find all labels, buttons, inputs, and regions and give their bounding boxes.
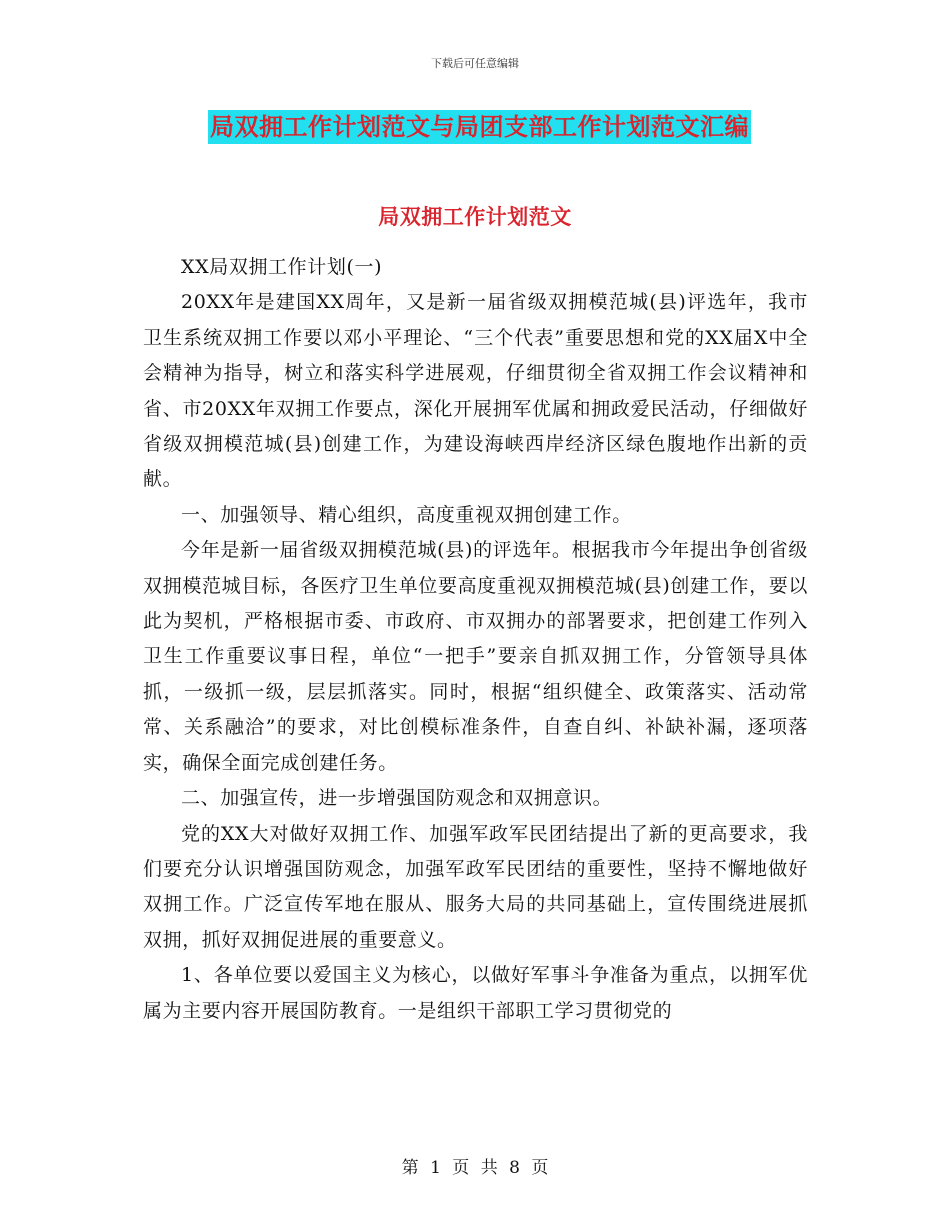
paragraph-heading: 一、加强领导、精心组织，高度重视双拥创建工作。 <box>181 503 632 526</box>
paragraph: 20XX年是建国XX周年，又是新一届省级双拥模范城(县)评选年，我市卫生系统双拥工作要以邓小平理论、“三个代表”重要思想和党的XX届X中全会精神为指导，树立和落实科学进展观，仔细贯彻全省双拥工作会议精神和省、市20XX年双拥工作要点，深化开展拥军优属和拥政爱民活动，仔细做好省级双拥模范城(县)创建工作，为建设海峡西岸经济区绿色腹地作出新的贡献。 <box>143 291 808 491</box>
paragraph: 党的XX大对做好双拥工作、加强军政军民团结提出了新的更高要求，我们要充分认识增强国防观念，加强军政军民团结的重要性，坚持不懈地做好双拥工作。广泛宣传军地在服从、服务大局的共同基础上，宣传围绕进展抓双拥，抓好双拥促进展的重要意义。 <box>143 822 808 951</box>
document-main-title: 局双拥工作计划范文与局团支部工作计划范文汇编 <box>208 110 751 144</box>
paragraph: 今年是新一届省级双拥模范城(县)的评选年。根据我市今年提出争创省级双拥模范城目标，各医疗卫生单位要高度重视双拥模范城(县)创建工作，要以此为契机，严格根据市委、市政府、市双拥办的部署要求，把创建工作列入卫生工作重要议事日程，单位“一把手”要亲自抓双拥工作，分管领导具体抓，一级抓一级，层层抓落实。同时，根据“组织健全、政策落实、活动常常、关系融洽”的要求，对比创模标准条件，自查自纠、补缺补漏，逐项落实，确保全面完成创建任务。 <box>143 539 808 774</box>
paragraph: 1、各单位要以爱国主义为核心，以做好军事斗争准备为重点，以拥军优属为主要内容开展国防教育。一是组织干部职工学习贯彻党的 <box>143 964 808 1022</box>
header-note: 下载后可任意编辑 <box>431 57 519 70</box>
document-body <box>143 250 808 1029</box>
paragraph-heading: 二、加强宣传，进一步增强国防观念和双拥意识。 <box>181 787 613 810</box>
paragraph: XX局双拥工作计划(一) <box>181 256 383 278</box>
section-title: 局双拥工作计划范文 <box>378 205 572 229</box>
page-footer: 第 1 页 共 8 页 <box>401 1158 549 1178</box>
